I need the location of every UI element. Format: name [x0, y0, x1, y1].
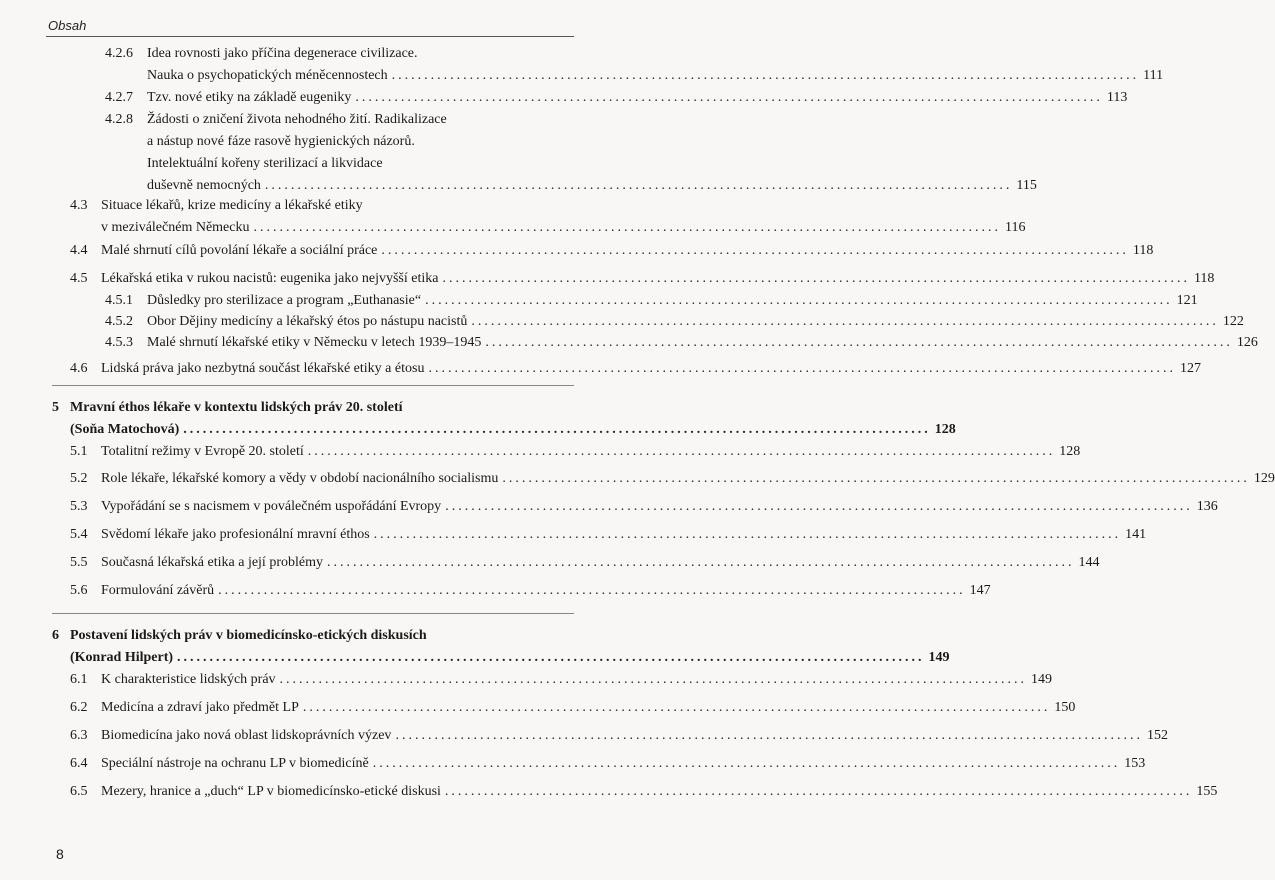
- toc-entry-number: 6: [52, 628, 59, 643]
- toc-entry-number: 6.4: [70, 756, 88, 771]
- toc-page-number: 127: [1179, 361, 1201, 376]
- toc-entry-title: Speciální nástroje na ochranu LP v biomedicíně: [101, 756, 369, 771]
- toc-entry-number: 5.5: [70, 555, 88, 570]
- page-number: 8: [56, 846, 64, 862]
- toc-entry-number: 4.2.6: [105, 46, 133, 61]
- toc-entry-title: Situace lékařů, krize medicíny a lékařské etiky: [101, 198, 363, 213]
- toc-entry-number: 6.1: [70, 672, 88, 687]
- dot-leader: ...................................................................................................................: [445, 499, 1193, 514]
- toc-page-number: 150: [1054, 700, 1076, 715]
- dot-leader: ...................................................................................................................: [279, 672, 1028, 687]
- dot-leader: ...................................................................................................................: [381, 243, 1129, 258]
- toc-entry-title: Role lékaře, lékařské komory a vědy v období nacionálního socialismu: [101, 471, 499, 486]
- toc-entry-title: Mezery, hranice a „duch“ LP v biomedicínsko-etické diskusi: [101, 784, 441, 799]
- header-rule: [46, 36, 574, 37]
- toc-entry-title: Totalitní režimy v Evropě 20. století: [101, 444, 304, 459]
- toc-page-number: 113: [1106, 90, 1128, 105]
- dot-leader: ...................................................................................................................: [218, 583, 966, 598]
- toc-entry-number: 4.2.7: [105, 90, 133, 105]
- toc-entry-number: 6.5: [70, 784, 88, 799]
- toc-entry-number: 5: [52, 400, 59, 415]
- toc-entry-title: Obor Dějiny medicíny a lékařský étos po nástupu nacistů: [147, 314, 468, 329]
- toc-page-number: 128: [934, 422, 956, 437]
- toc-page-number: 128: [1059, 444, 1081, 459]
- dot-leader: ...................................................................................................................: [391, 68, 1140, 83]
- toc-page-number: 153: [1124, 756, 1146, 771]
- toc-entry-title: Důsledky pro sterilizace a program „Euthanasie“: [147, 293, 422, 308]
- chapter-divider: [52, 613, 574, 614]
- dot-leader: ...................................................................................................................: [183, 422, 931, 437]
- toc-entry-number: 5.6: [70, 583, 88, 598]
- toc-entry-title: v meziválečném Německu: [101, 220, 250, 235]
- dot-leader: ...................................................................................................................: [428, 361, 1176, 376]
- toc-entry-title: Nauka o psychopatických méněcennostech: [147, 68, 388, 83]
- toc-entry-title: (Konrad Hilpert): [70, 650, 174, 665]
- running-header: Obsah: [48, 18, 87, 33]
- toc-entry-title: Žádosti o zničení života nehodného žití. Radikalizace: [147, 112, 447, 127]
- dot-leader: ...................................................................................................................: [485, 335, 1233, 350]
- dot-leader: ...................................................................................................................: [395, 728, 1143, 743]
- toc-entry-number: 4.5.1: [105, 293, 133, 308]
- dot-leader: ...................................................................................................................: [444, 784, 1193, 799]
- toc-page-number: 122: [1222, 314, 1244, 329]
- toc-page-number: 118: [1193, 271, 1215, 286]
- toc-entry-title: Svědomí lékaře jako profesionální mravní éthos: [101, 527, 370, 542]
- toc-entry-title: Intelektuální kořeny sterilizací a likvidace: [147, 156, 383, 171]
- toc-entry-number: 5.2: [70, 471, 88, 486]
- toc-entry-title: Malé shrnutí cílů povolání lékaře a sociální práce: [101, 243, 378, 258]
- toc-entry-number: 4.5.3: [105, 335, 133, 350]
- toc-page-number: 144: [1078, 555, 1100, 570]
- chapter-divider: [52, 385, 574, 386]
- dot-leader: ...................................................................................................................: [372, 756, 1121, 771]
- dot-leader: ...................................................................................................................: [355, 90, 1103, 105]
- toc-page-number: 149: [1031, 672, 1053, 687]
- toc-page-number: 152: [1146, 728, 1168, 743]
- toc-page-number: 111: [1143, 68, 1164, 83]
- toc-page-number: 116: [1004, 220, 1026, 235]
- toc-entry-title: Idea rovnosti jako příčina degenerace civilizace.: [147, 46, 418, 61]
- toc-entry-title: Vypořádání se s nacismem v poválečném uspořádání Evropy: [101, 499, 442, 514]
- toc-page-number: 129: [1253, 471, 1275, 486]
- dot-leader: ...................................................................................................................: [425, 293, 1173, 308]
- toc-entry-number: 4.5.2: [105, 314, 133, 329]
- toc-entry-title: Biomedicína jako nová oblast lidskoprávních výzev: [101, 728, 392, 743]
- toc-entry-title: Mravní éthos lékaře v kontextu lidských práv 20. století: [70, 400, 403, 415]
- toc-entry-title: Malé shrnutí lékařské etiky v Německu v letech 1939–1945: [147, 335, 482, 350]
- toc-page-number: 121: [1176, 293, 1198, 308]
- toc-entry-title: K charakteristice lidských práv: [101, 672, 276, 687]
- toc-entry-title: a nástup nové fáze rasově hygienických názorů.: [147, 134, 415, 149]
- toc-entry-title: Formulování závěrů: [101, 583, 215, 598]
- dot-leader: ...................................................................................................................: [253, 220, 1001, 235]
- toc-entry-number: 5.3: [70, 499, 88, 514]
- toc-entry-title: (Soňa Matochová): [70, 422, 180, 437]
- dot-leader: ...................................................................................................................: [471, 314, 1219, 329]
- toc-entry-number: 4.3: [70, 198, 88, 213]
- dot-leader: ...................................................................................................................: [177, 650, 925, 665]
- toc-page-number: 136: [1196, 499, 1218, 514]
- toc-page-number: 155: [1196, 784, 1218, 799]
- toc-entry-number: 6.2: [70, 700, 88, 715]
- toc-entry-title: Současná lékařská etika a její problémy: [101, 555, 323, 570]
- toc-entry-number: 5.1: [70, 444, 88, 459]
- toc-entry-number: 4.5: [70, 271, 88, 286]
- toc-entry-number: 4.2.8: [105, 112, 133, 127]
- toc-entry-title: Lékařská etika v rukou nacistů: eugenika jako nejvyšší etika: [101, 271, 439, 286]
- toc-page-number: 147: [969, 583, 991, 598]
- dot-leader: ...................................................................................................................: [307, 444, 1056, 459]
- toc-entry-title: Lidská práva jako nezbytná součást lékařské etiky a étosu: [101, 361, 425, 376]
- toc-entry-number: 5.4: [70, 527, 88, 542]
- toc-page-number: 126: [1236, 335, 1258, 350]
- dot-leader: ...................................................................................................................: [442, 271, 1190, 286]
- toc-entry-number: 6.3: [70, 728, 88, 743]
- dot-leader: ...................................................................................................................: [302, 700, 1051, 715]
- toc-page-number: 141: [1125, 527, 1147, 542]
- dot-leader: ...................................................................................................................: [264, 178, 1013, 193]
- toc-entry-title: Postavení lidských práv v biomedicínsko-etických diskusích: [70, 628, 427, 643]
- toc-entry-number: 4.6: [70, 361, 88, 376]
- toc-page-number: 149: [928, 650, 950, 665]
- dot-leader: ...................................................................................................................: [502, 471, 1250, 486]
- toc-entry-title: Tzv. nové etiky na základě eugeniky: [147, 90, 352, 105]
- dot-leader: ...................................................................................................................: [326, 555, 1075, 570]
- toc-page-number: 115: [1016, 178, 1037, 193]
- toc-entry-title: Medicína a zdraví jako předmět LP: [101, 700, 299, 715]
- dot-leader: ...................................................................................................................: [373, 527, 1122, 542]
- toc-entry-number: 4.4: [70, 243, 88, 258]
- toc-page-number: 118: [1132, 243, 1154, 258]
- toc-entry-title: duševně nemocných: [147, 178, 261, 193]
